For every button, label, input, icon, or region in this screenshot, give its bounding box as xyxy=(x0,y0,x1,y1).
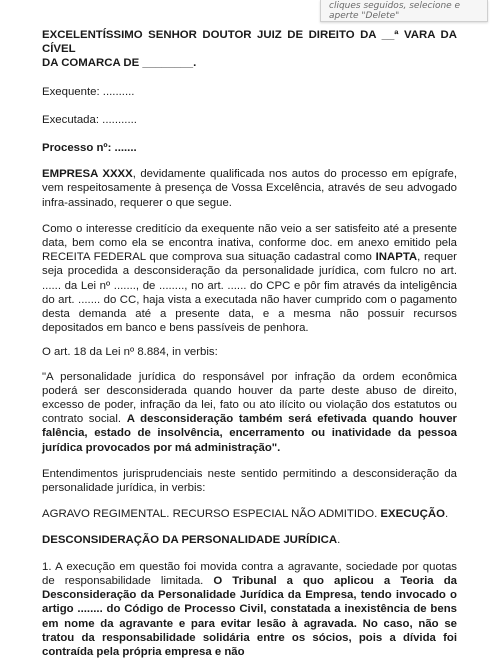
ruling-bold: O Tribunal a quo aplicou a Teoria da Desconsideração da Personalidade Jurídica da Empresa, tendo invocado o artigo ........ do Código de Processo Civil, constatada a inexistência de bens em nome da agravante e para evitar lesão à agravada. No caso, não se tratou da responsabilidade solidária entre os sócios, pois a dívida foi contraída pela própria empresa e não xyxy=(42,574,457,658)
request-paragraph xyxy=(42,222,457,336)
intro-paragraph xyxy=(42,167,457,210)
request-text-a: Como o interesse creditício da exequente não veio a ser satisfeito até a presente data, bem como ela se encontra inativa, conforme doc. em anexo emitido pela RECEITA FEDERAL que comprova sua situação cadastral como xyxy=(42,222,457,264)
desconsideracao-period: . xyxy=(337,534,341,547)
agravo-text: AGRAVO REGIMENTAL. RECURSO ESPECIAL NÃO ADMITIDO. xyxy=(42,508,381,521)
desconsideracao-paragraph xyxy=(42,533,457,547)
processo-label: Processo nº: ....... xyxy=(42,142,137,155)
law-quote-paragraph xyxy=(42,370,457,455)
processo-line xyxy=(42,141,457,155)
executada-line: Executada: ........... xyxy=(42,113,137,126)
agravo-paragraph xyxy=(42,507,457,521)
company-name: EMPRESA XXXX xyxy=(42,168,133,181)
court-header-line-1: EXCELENTÍSSIMO SENHOR DOUTOR JUIZ DE DIREITO DA __ª VARA DA CÍVEL xyxy=(42,29,457,56)
court-header-line-2: DA COMARCA DE ________. xyxy=(42,57,197,70)
desconsideracao-title: DESCONSIDERAÇÃO DA PERSONALIDADE JURÍDICA xyxy=(42,534,338,547)
tooltip-hint xyxy=(320,0,488,22)
request-status-inapta: INAPTA xyxy=(375,251,418,264)
exequente-line: Exequente: .......... xyxy=(42,85,135,98)
law-quote-bold: A desconsideração também será efetivada quando houver falência, estado de insolvência, encerramento ou inatividade da pessoa jurídica provocados por má administração". xyxy=(42,413,457,454)
tooltip-line-2: aperte "Delete" xyxy=(329,11,400,21)
agravo-period: . xyxy=(444,508,449,521)
request-text-b: , requer seja procedida a desconsideração da personalidade jurídica, com fulcro no art. ...... da Lei nº ......., de ........, no art. ...... do CPC e pôr fim através da inteligência do art. ....... do CC, haja vista a executada não haver cumprido com o pagamento desta demanda até a presente data, e a mesma não possuir recursos depositados em banco e bens passíveis de penhora. xyxy=(42,251,457,335)
court-header xyxy=(42,28,457,71)
tooltip-line-1: cliques seguidos, selecione e xyxy=(329,1,461,11)
document-body[interactable] xyxy=(42,28,457,659)
ruling-text: 1. A execução em questão foi movida contra a agravante, sociedade por quotas de responsabilidade limitada. xyxy=(42,560,457,587)
intro-text: , devidamente qualificada nos autos do processo em epígrafe, vem respeitosamente à presença de Vossa Excelência, através de seu advogado infra-assinado, requerer o que segue. xyxy=(42,168,457,209)
law-quote-text: "A personalidade jurídica do responsável por infração da ordem econômica poderá ser desconsiderada quando houver da parte deste abuso de direito, excesso de poder, infração da lei, fato ou ato ilícito ou violação dos estatutos ou contrato social. xyxy=(42,370,457,426)
law-citation-paragraph: O art. 18 da Lei nº 8.884, in verbis: xyxy=(42,346,218,359)
ruling-paragraph xyxy=(42,560,457,659)
agravo-execucao: EXECUÇÃO xyxy=(380,508,445,521)
jurisprudence-paragraph: Entendimentos jurisprudenciais neste sentido permitindo a desconsideração da personalidade jurídica, in verbis: xyxy=(42,467,457,495)
